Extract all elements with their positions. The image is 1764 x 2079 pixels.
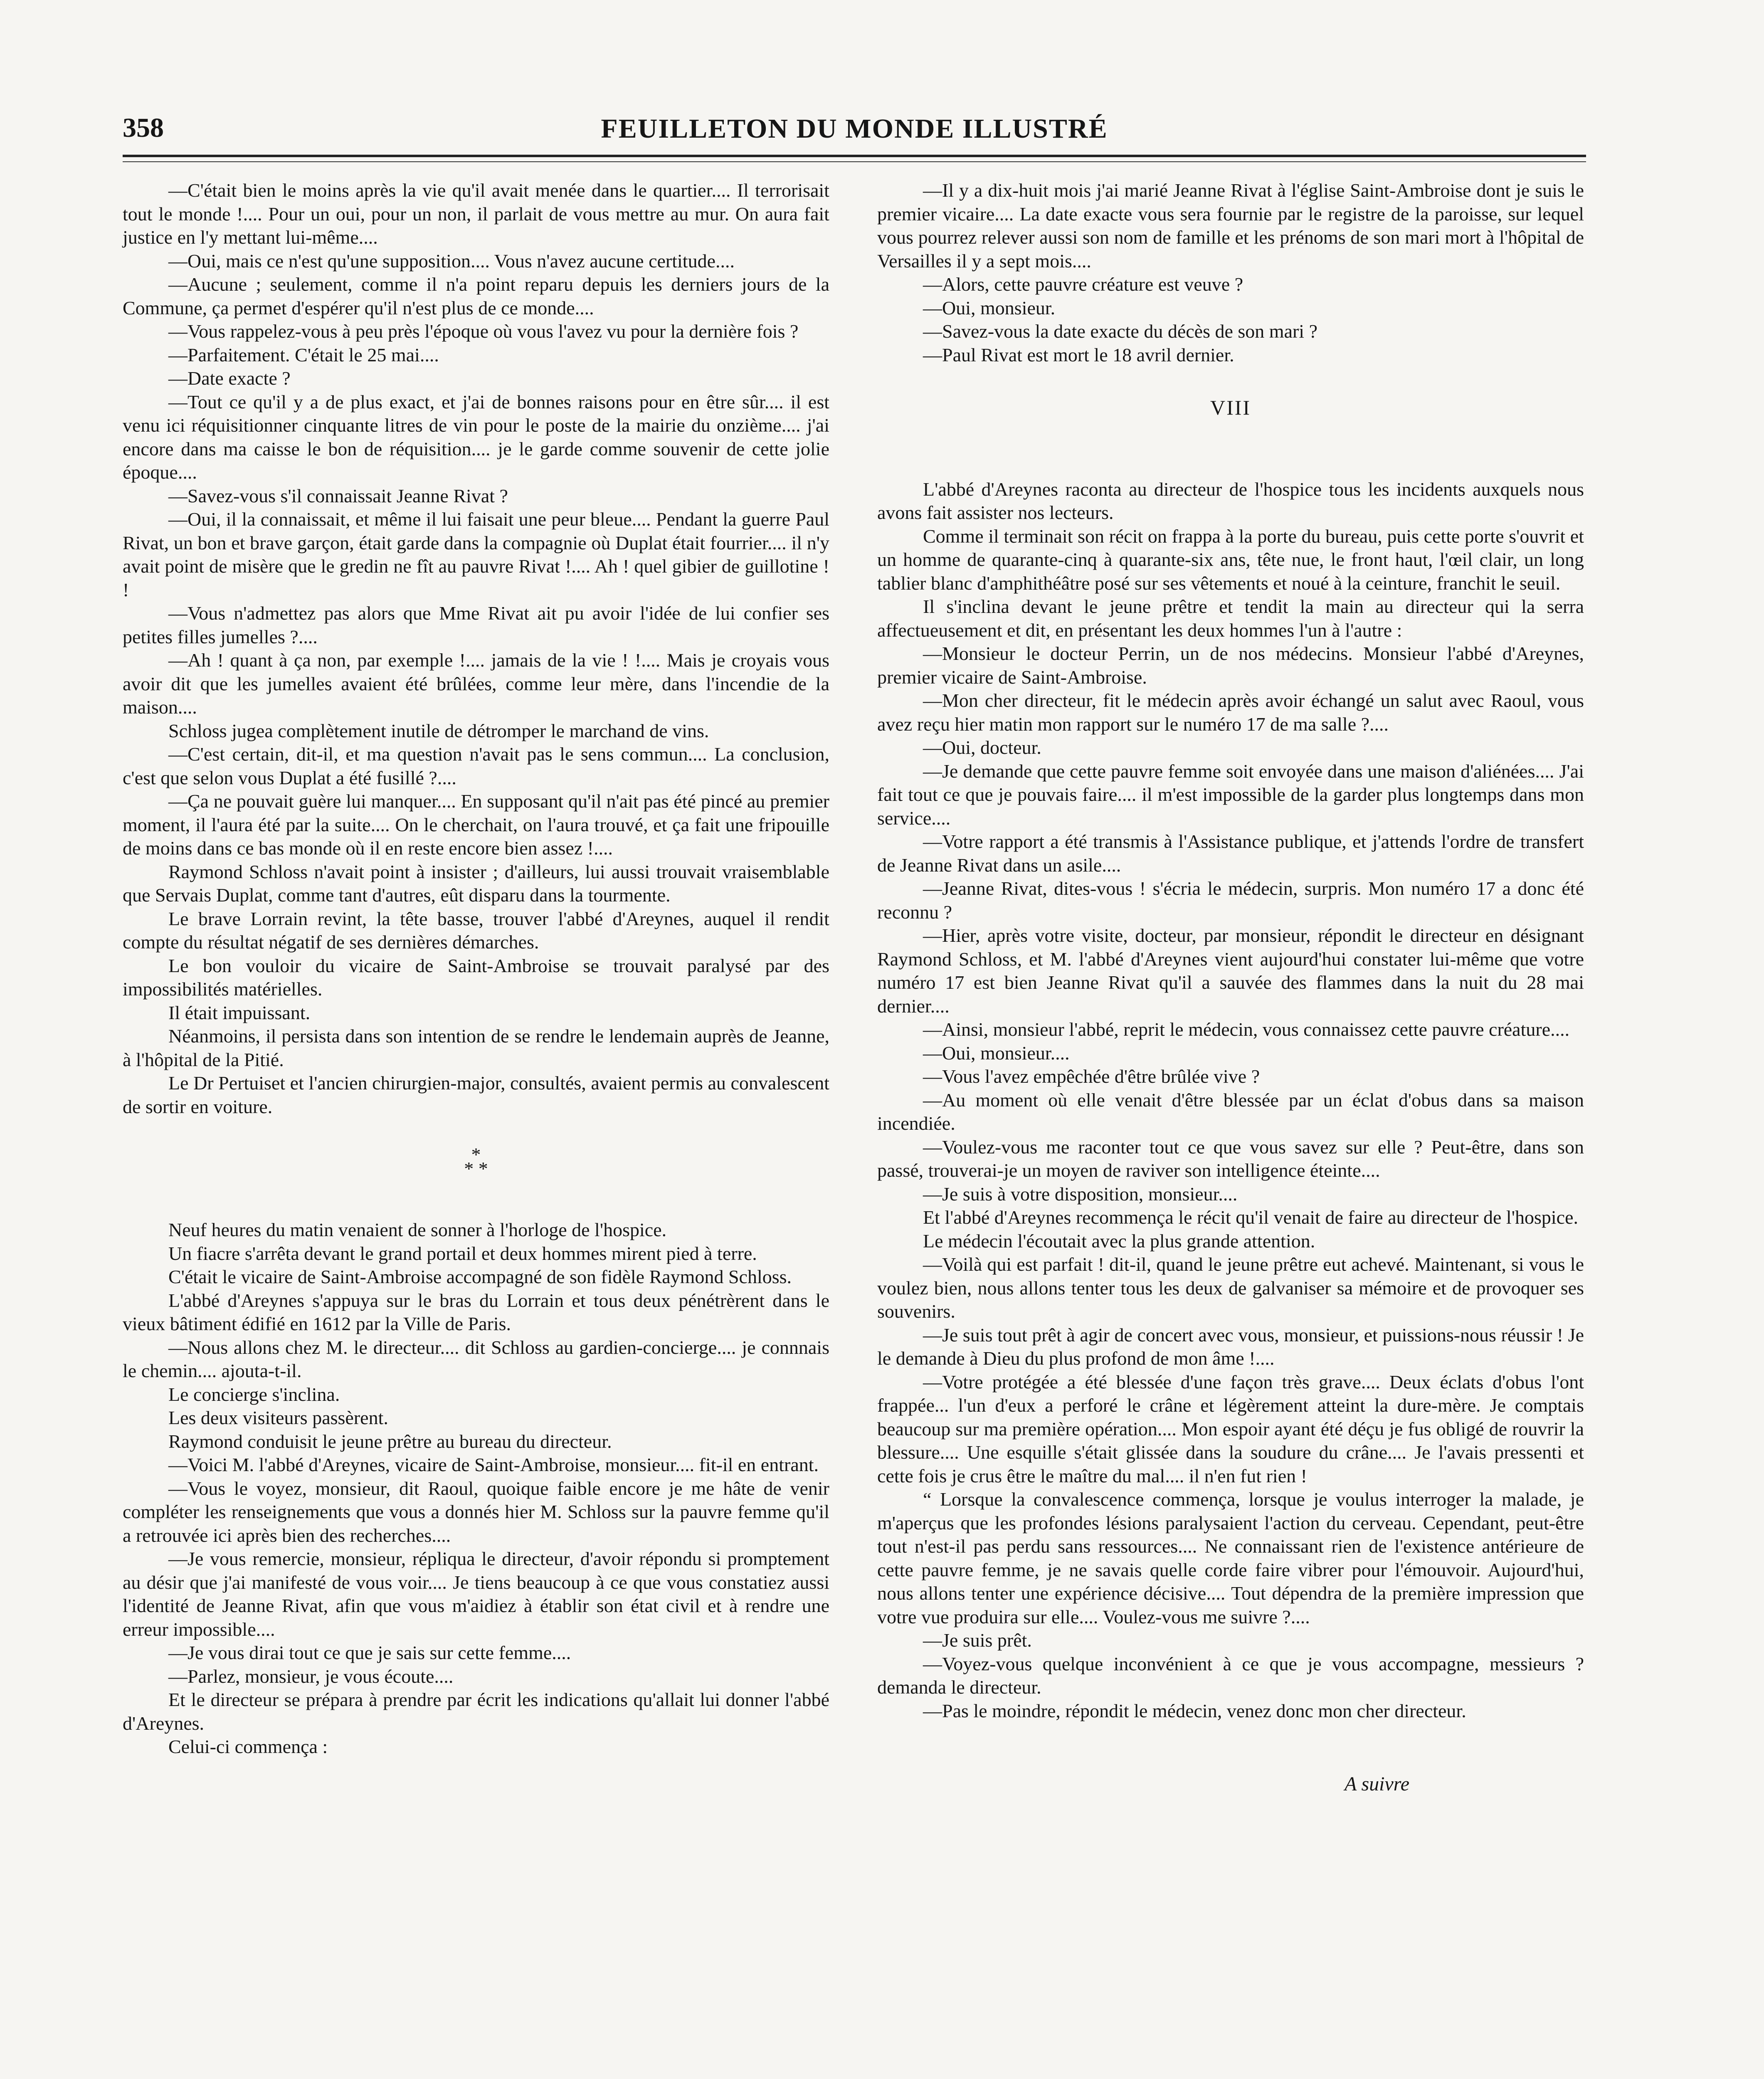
paragraph: —Votre protégée a été blessée d'une façon très grave.... Deux éclats d'obus l'ont frappée... l'un d'eux a perforé le crâne et légèrement atteint la dure-mère. Je comptais beaucoup sur ma première opération.... Mon espoir ayant été déçu je fus obligé de rouvrir la blessure.... Une esquille s'était glissée dans la soudure du crâne.... Je l'avais pressenti et cette fois je crus être le maître du mal.... il n'en fut rien ! (877, 1371, 1584, 1486)
paragraph: Un fiacre s'arrêta devant le grand portail et deux hommes mirent pied à terre. (168, 1242, 757, 1264)
paragraph: —Je vous remercie, monsieur, répliqua le directeur, d'avoir répondu si promptement au désir que j'ai manifesté de vous voir.... Je tiens beaucoup à ce que vous constatiez aussi l'identité de Jeanne Rivat, afin que vous m'aidiez à établir son état civil et à rendre une erreur impossible.... (123, 1548, 829, 1640)
paragraph: Le concierge s'inclina. (168, 1383, 340, 1405)
paragraph: Comme il terminait son récit on frappa à la porte du bureau, puis cette porte s'ouvrit et un homme de quarante-cinq à quarante-six ans, tête nue, le front haut, l'œil clair, un long tablier blanc d'amphithéâtre posé sur ses vêtements et noué à la ceinture, franchit le seuil. (877, 525, 1584, 594)
paragraph: —Voici M. l'abbé d'Areynes, vicaire de Saint-Ambroise, monsieur.... fit-il en entrant. (168, 1454, 819, 1475)
chapter-heading: VIII (1210, 396, 1251, 419)
paragraph: —C'est certain, dit-il, et ma question n'avait pas le sens commun.... La conclusion, c'est que selon vous Duplat a été fusillé ?.... (123, 743, 829, 788)
paragraph: Néanmoins, il persista dans son intention de se rendre le lendemain auprès de Jeanne, à l'hôpital de la Pitié. (123, 1025, 829, 1070)
paragraph: Raymond conduisit le jeune prêtre au bureau du directeur. (168, 1430, 612, 1452)
paragraph: Il était impuissant. (168, 1002, 311, 1023)
paragraph: —Vous n'admettez pas alors que Mme Rivat ait pu avoir l'idée de lui confier ses petites filles jumelles ?.... (123, 602, 829, 647)
paragraph: —Je suis à votre disposition, monsieur.... (923, 1183, 1238, 1205)
paragraph: —Je vous dirai tout ce que je sais sur cette femme.... (168, 1642, 571, 1663)
paragraph: —Nous allons chez M. le directeur.... dit Schloss au gardien-concierge.... je connnais le chemin.... ajouta-t-il. (123, 1336, 829, 1381)
paragraph: —Je suis tout prêt à agir de concert avec vous, monsieur, et puissions-nous réussir ! Je le demande à Dieu du plus profond de mon âme !.... (877, 1324, 1584, 1369)
paragraph: —Hier, après votre visite, docteur, par monsieur, répondit le directeur en désignant Raymond Schloss, et M. l'abbé d'Areynes vient aujourd'hui constater lui-même que votre numéro 17 est bien Jeanne Rivat qu'il a sauvée des flammes dans la nuit du 28 mai dernier.... (877, 925, 1584, 1017)
right-column (877, 179, 1584, 1796)
right-column-part1 (877, 179, 1584, 367)
paragraph: —Savez-vous la date exacte du décès de son mari ? (923, 321, 1317, 342)
paragraph: —Ah ! quant à ça non, par exemple !.... jamais de la vie ! !.... Mais je croyais vous avoir dit que les jumelles avaient été brûlées, comme leur mère, dans l'incendie de la maison.... (123, 649, 829, 718)
paragraph: Le bon vouloir du vicaire de Saint-Ambroise se trouvait paralysé par des impossibilités matérielles. (123, 955, 829, 1000)
paragraph: Les deux visiteurs passèrent. (168, 1407, 388, 1428)
paragraph: —Pas le moindre, répondit le médecin, venez donc mon cher directeur. (923, 1700, 1466, 1721)
header-rule-thick (123, 155, 1586, 157)
paragraph: —Oui, mais ce n'est qu'une supposition.... Vous n'avez aucune certitude.... (168, 250, 735, 272)
paragraph: —Aucune ; seulement, comme il n'a point reparu depuis les derniers jours de la Commune, ça permet d'espérer qu'il n'est plus de ce monde.... (123, 274, 829, 319)
asterism: * * * (464, 1144, 488, 1179)
paragraph: Celui-ci commença : (168, 1736, 328, 1757)
paragraph: —Ainsi, monsieur l'abbé, reprit le médecin, vous connaissez cette pauvre créature.... (923, 1019, 1570, 1040)
paragraph: —Oui, monsieur.... (923, 1042, 1070, 1064)
paragraph: —Parfaitement. C'était le 25 mai.... (168, 344, 439, 365)
paragraph: —Voyez-vous quelque inconvénient à ce que je vous accompagne, messieurs ? demanda le directeur. (877, 1653, 1584, 1698)
paragraph: —Je demande que cette pauvre femme soit envoyée dans une maison d'aliénées.... J'ai fait tout ce que je pouvais faire.... il m'est impossible de la garder plus longtemps dans mon service.... (877, 760, 1584, 829)
header-rule-thin (123, 161, 1586, 162)
left-column-part2 (123, 1218, 829, 1759)
section-break (123, 1144, 829, 1185)
paragraph: —Date exacte ? (168, 368, 291, 389)
paragraph: —Parlez, monsieur, je vous écoute.... (168, 1665, 454, 1687)
paragraph: L'abbé d'Areynes raconta au directeur de l'hospice tous les incidents auxquels nous avons fait assister nos lecteurs. (877, 478, 1584, 523)
paragraph: —Vous rappelez-vous à peu près l'époque où vous l'avez vu pour la dernière fois ? (168, 321, 799, 342)
paragraph: —Alors, cette pauvre créature est veuve ? (923, 274, 1243, 295)
page-number: 358 (123, 113, 164, 143)
paragraph: —Voilà qui est parfait ! dit-il, quand le jeune prêtre eut achevé. Maintenant, si vous le voulez bien, nous allons tenter tous les deux de galvaniser sa mémoire et de provoquer ses souvenirs. (877, 1254, 1584, 1322)
paragraph: —Mon cher directeur, fit le médecin après avoir échangé un salut avec Raoul, vous avez reçu hier matin mon rapport sur le numéro 17 de ma salle ?.... (877, 690, 1584, 735)
right-column-part2 (877, 478, 1584, 1723)
paragraph: —Vous l'avez empêchée d'être brûlée vive ? (923, 1066, 1260, 1087)
paragraph: Et l'abbé d'Areynes recommença le récit qu'il venait de faire au directeur de l'hospice. (923, 1207, 1578, 1228)
paragraph: Il s'inclina devant le jeune prêtre et tendit la main au directeur qui la serra affectueusement et dit, en présentant les deux hommes l'un à l'autre : (877, 596, 1584, 641)
paragraph: Schloss jugea complètement inutile de détromper le marchand de vins. (168, 720, 709, 741)
paragraph: —Votre rapport a été transmis à l'Assistance publique, et j'attends l'ordre de transfert de Jeanne Rivat dans un asile.... (877, 831, 1584, 876)
paragraph: —Monsieur le docteur Perrin, un de nos médecins. Monsieur l'abbé d'Areynes, premier vicaire de Saint-Ambroise. (877, 643, 1584, 688)
paragraph: —Paul Rivat est mort le 18 avril dernier. (923, 344, 1234, 365)
paragraph: “ Lorsque la convalescence commença, lorsque je voulus interroger la malade, je m'aperçus que les profondes lésions paralysaient l'action du cerveau. Cependant, peut-être tout n'est-il pas perdu sans ressources.... Ne connaissant rien de l'existence antérieure de cette pauvre femme, je ne savais quelle corde faire vibrer pour l'émouvoir. Aujourd'hui, nous allons tenter une expérience décisive.... Tout dépendra de la première impression que votre vue produira sur elle.... Voulez-vous me suivre ?.... (877, 1489, 1584, 1627)
page-header (123, 104, 1586, 154)
paragraph: —Ça ne pouvait guère lui manquer.... En supposant qu'il n'ait pas été pincé au premier moment, il l'aura été par la suite.... On le cherchait, on l'aura trouvé, et ça fait une fripouille de moins dans ce bas monde où il en reste encore bien assez !.... (123, 790, 829, 859)
to-be-continued: A suivre (1345, 1773, 1409, 1795)
paragraph: —Vous le voyez, monsieur, dit Raoul, quoique faible encore je me hâte de venir compléter les renseignements que vous a donnés hier M. Schloss sur la pauvre femme qu'il a retrouvée ici après bien des recherches.... (123, 1477, 829, 1546)
paragraph: —Jeanne Rivat, dites-vous ! s'écria le médecin, surpris. Mon numéro 17 a donc été reconnu ? (877, 878, 1584, 923)
paragraph: —Je suis prêt. (923, 1630, 1032, 1651)
paragraph: Le médecin l'écoutait avec la plus grande attention. (923, 1230, 1315, 1252)
paragraph: Et le directeur se prépara à prendre par écrit les indications qu'allait lui donner l'abbé d'Areynes. (123, 1689, 829, 1734)
running-title: FEUILLETON DU MONDE ILLUSTRÉ (601, 114, 1108, 144)
left-column-part1 (123, 179, 829, 1119)
paragraph: —Voulez-vous me raconter tout ce que vous savez sur elle ? Peut-être, dans son passé, trouverai-je un moyen de raviver son intelligence éteinte.... (877, 1136, 1584, 1181)
paragraph: Le Dr Pertuiset et l'ancien chirurgien-major, consultés, avaient permis au convalescent de sortir en voiture. (123, 1072, 829, 1117)
paragraph: L'abbé d'Areynes s'appuya sur le bras du Lorrain et tous deux pénétrèrent dans le vieux bâtiment édifié en 1612 par la Ville de Paris. (123, 1289, 829, 1334)
paragraph: —Oui, monsieur. (923, 297, 1056, 319)
paragraph: Raymond Schloss n'avait point à insister ; d'ailleurs, lui aussi trouvait vraisemblable que Servais Duplat, comme tant d'autres, eût disparu dans la tourmente. (123, 861, 829, 906)
paragraph: —C'était bien le moins après la vie qu'il avait menée dans le quartier.... Il terrorisait tout le monde !.... Pour un oui, pour un non, il parlait de vous mettre au mur. On aura fait justice en l'y mettant lui-même.... (123, 180, 829, 248)
paragraph: —Oui, docteur. (923, 737, 1041, 758)
paragraph: —Savez-vous s'il connaissait Jeanne Rivat ? (168, 485, 508, 506)
paragraph: —Il y a dix-huit mois j'ai marié Jeanne Rivat à l'église Saint-Ambroise dont je suis le premier vicaire.... La date exacte vous sera fournie par le registre de la paroisse, sur lequel vous pourrez relever aussi son nom de famille et les prénoms de son mari mort à l'hôpital de Versailles il y a sept mois.... (877, 180, 1584, 272)
paragraph: Le brave Lorrain revint, la tête basse, trouver l'abbé d'Areynes, auquel il rendit compte du résultat négatif de ses dernières démarches. (123, 908, 829, 953)
paragraph: Neuf heures du matin venaient de sonner à l'horloge de l'hospice. (168, 1219, 667, 1240)
paragraph: C'était le vicaire de Saint-Ambroise accompagné de son fidèle Raymond Schloss. (168, 1266, 792, 1287)
left-column (123, 179, 829, 1759)
paragraph: —Tout ce qu'il y a de plus exact, et j'ai de bonnes raisons pour en être sûr.... il est venu ici réquisitionner cinquante litres de vin pour le poste de la mairie du onzième.... j'ai encore dans ma caisse le bon de réquisition.... je le garde comme souvenir de cette jolie époque.... (123, 391, 829, 483)
paragraph: —Au moment où elle venait d'être blessée par un éclat d'obus dans sa maison incendiée. (877, 1089, 1584, 1134)
paragraph: —Oui, il la connaissait, et même il lui faisait une peur bleue.... Pendant la guerre Paul Rivat, un bon et brave garçon, était garde dans la compagnie où Duplat était fourrier.... il n'y avait point de misère que le gredin ne fît au pauvre Rivat !.... Ah ! quel gibier de guillotine ! ! (123, 509, 829, 600)
